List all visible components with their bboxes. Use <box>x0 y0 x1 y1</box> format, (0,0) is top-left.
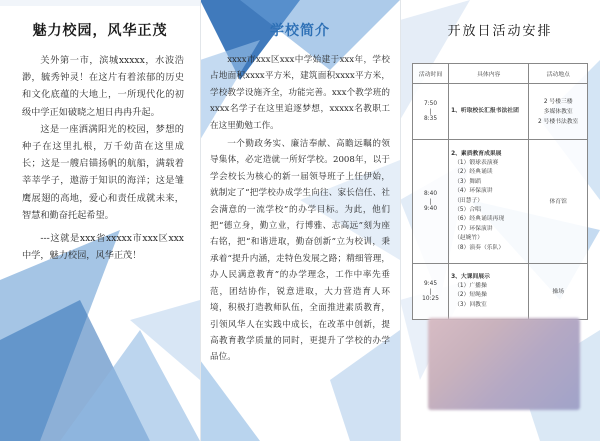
list-item: （3）回教室 <box>454 301 487 308</box>
time-end: 9:40 <box>424 205 438 212</box>
header-content: 具体内容 <box>449 64 529 84</box>
list-item: （4）环保演讲 <box>454 188 493 195</box>
list-item: （2）经典诵读 <box>454 169 493 176</box>
time-separator: | <box>429 108 432 115</box>
left-paragraph: 关外第一市，滨城xxxxx，水波浩渺，毓秀钟灵！在这片有着浓郁的历史和文化底蕴的大地上，一所现代化的初级中学正如破晓之旭日冉冉升起。 <box>22 55 184 118</box>
section-title: 2、素质教育成果展 <box>451 150 502 157</box>
left-closing: ---这就是xxx省xxxxx市xxx区xxx中学，魅力校园，风华正茂！ <box>22 233 184 262</box>
fold-line <box>400 0 401 441</box>
left-paragraph: 这是一座洒满阳光的校园，梦想的种子在这里扎根，万千幼苗在这里成长；这是一艘启锚扬帆的航船，满载着莘莘学子，遨游于知识的海洋；这是雏鹰展翅的高地，爱心和责任成就未来，智慧和勤奋托起希望。 <box>22 123 184 221</box>
time-start: 8:40 <box>424 190 438 197</box>
panel-left <box>0 0 200 441</box>
place-text: 2 号楼三楼 <box>543 98 573 105</box>
middle-title: 学校简介 <box>270 23 330 39</box>
time-start: 9:45 <box>424 280 438 287</box>
time-start: 7:50 <box>424 100 438 107</box>
panel-middle <box>200 0 400 441</box>
left-title: 魅力校园，风华正茂 <box>32 23 168 39</box>
middle-paragraph: 一个勤政务实、廉洁奉献、高瞻远瞩的领导集体，必定造就一所好学校。2008年，以于学会校长为核心的新一届领导班子上任伊始，就制定了“把学校办成学生向往、家长信任、社会满意的一流学校”的办学目标。为此，他们把“德立身，勤立业，行博雅、志高远”刻为座右铭，把“和谐进取，勤奋创新”立为校训，秉承着“提升内涵，走特色发展之路；精细管理，办人民满意教育”的办学理念，工作中率先垂范，团结协作，锐意进取，大力营造育人环境，积极打造教师队伍，全面推进素质教育，引领风华人在实践中成长，在改革中创新，提高教育教学质量的同时，更提升了学校的办学品位。 <box>210 139 390 363</box>
time-separator: | <box>429 288 432 295</box>
list-item: （8）演奏（乐队） <box>454 244 505 251</box>
list-item: （5）合唱 <box>454 207 481 213</box>
list-item: （1）广播操 <box>454 282 487 289</box>
list-item: （田慧子） <box>454 197 484 204</box>
list-item: （3）舞蹈 <box>454 178 481 185</box>
blurred-image <box>428 318 580 410</box>
place-text: 体育馆 <box>549 198 567 205</box>
time-separator: | <box>429 198 432 205</box>
middle-paragraph: xxxx市xxx区xxx中学始建于xxx年，学校占地面积xxxx平方米，建筑面积xxxx平方米，学校教学设施齐全，功能完善。xxx个教学班的xxxx名学子在这里追逐梦想，xxxxx名教职工在这里勤勉工作。 <box>210 55 390 131</box>
list-item: （赵婉竹） <box>454 235 484 242</box>
list-item: （2）短绳操 <box>454 292 487 299</box>
header-time: 活动时间 <box>413 64 449 84</box>
section-title: 1、听取校长汇报书法社团 <box>451 108 519 114</box>
place-text: 多媒体教室 <box>543 108 573 115</box>
list-item: （6）经典诵读再现 <box>454 216 505 223</box>
list-item: （7）环保演讲 <box>454 225 493 232</box>
list-item: （1）锻球表演赛 <box>454 159 499 166</box>
right-title: 开放日活动安排 <box>447 24 553 39</box>
time-end: 8:35 <box>424 115 438 122</box>
section-title: 3、大课间展示 <box>451 273 490 280</box>
header-place: 活动地点 <box>529 64 588 84</box>
place-text: 操场 <box>552 288 564 295</box>
fold-line <box>200 0 201 441</box>
place-text: 2 号楼书法教室 <box>538 118 579 125</box>
time-end: 10:25 <box>422 295 439 302</box>
